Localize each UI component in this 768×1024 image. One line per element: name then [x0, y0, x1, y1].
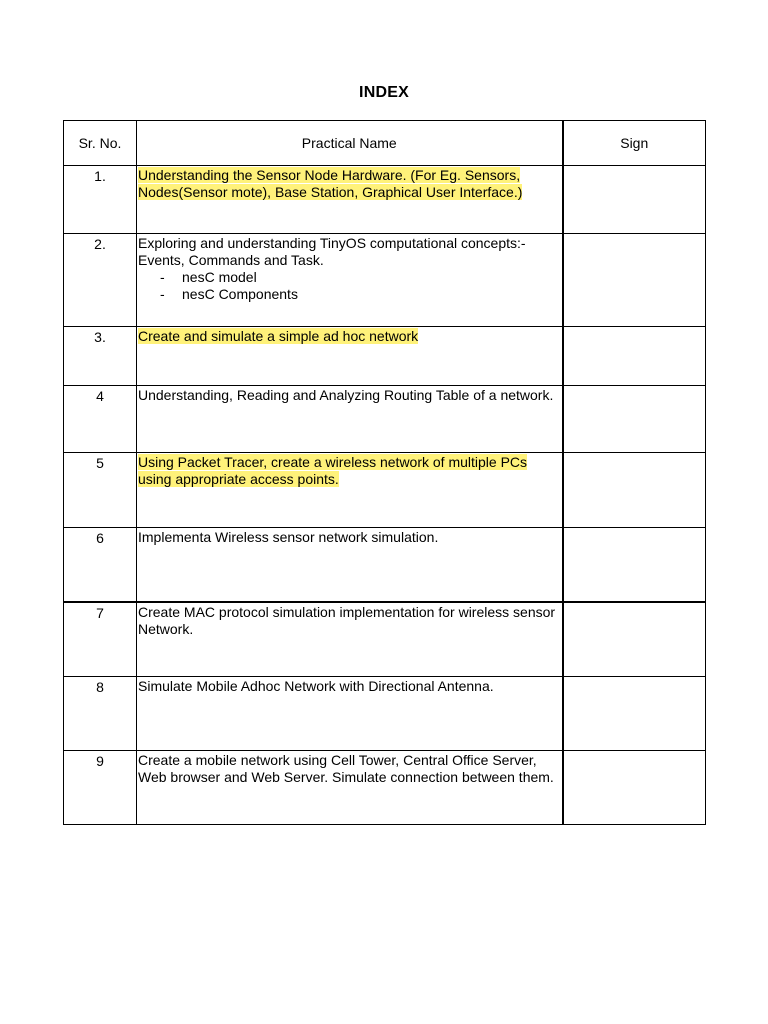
practical-name-cell [137, 166, 563, 234]
row-number: 5 [64, 453, 137, 528]
row-number: 9 [64, 751, 137, 825]
sign-cell [563, 166, 706, 234]
sign-cell [563, 453, 706, 528]
sub-topic-text: nesC Components [182, 286, 298, 302]
practical-name-text: Understanding the Sensor Node Hardware. (For Eg. Sensors, Nodes(Sensor mote), Base Station, Graphical User Interface.) [138, 167, 523, 200]
sign-cell [563, 528, 706, 602]
practical-name-cell [137, 234, 563, 327]
sub-topic-text: nesC model [182, 269, 257, 285]
practical-name-cell [137, 453, 563, 528]
list-item: - nesC model [160, 269, 257, 285]
practical-name-cell [137, 528, 563, 602]
practical-name-cell [137, 751, 563, 825]
table-row [64, 453, 706, 528]
practical-name-text: Simulate Mobile Adhoc Network with Directional Antenna. [138, 678, 494, 694]
table-row [64, 166, 706, 234]
sign-cell [563, 751, 706, 825]
index-table [63, 120, 706, 825]
table-row [64, 327, 706, 386]
sign-cell [563, 677, 706, 751]
table-row [64, 528, 706, 602]
row-number: 2. [64, 234, 137, 327]
practical-name-text: Create and simulate a simple ad hoc network [138, 328, 419, 344]
header-sr-no: Sr. No. [64, 121, 137, 166]
page-title: INDEX [359, 84, 409, 101]
table-row [64, 751, 706, 825]
practical-name-text: Exploring and understanding TinyOS computational concepts:- Events, Commands and Task. [138, 235, 526, 268]
row-number: 1. [64, 166, 137, 234]
practical-name-text: Using Packet Tracer, create a wireless network of multiple PCs using appropriate access points. [138, 454, 528, 487]
practical-name-cell [137, 386, 563, 453]
sign-cell [563, 386, 706, 453]
sign-cell [563, 602, 706, 677]
table-row [64, 234, 706, 327]
header-sign: Sign [563, 121, 706, 166]
sign-cell [563, 327, 706, 386]
table-header-row [64, 121, 706, 166]
practical-name-cell [137, 327, 563, 386]
row-number: 6 [64, 528, 137, 602]
row-number: 8 [64, 677, 137, 751]
table-row [64, 677, 706, 751]
row-number: 4 [64, 386, 137, 453]
practical-name-text: Create MAC protocol simulation implementation for wireless sensor Network. [138, 603, 556, 637]
practical-name-cell [137, 677, 563, 751]
practical-name-text: Understanding, Reading and Analyzing Routing Table of a network. [138, 387, 554, 403]
practical-name-text: Create a mobile network using Cell Tower, Central Office Server, Web browser and Web Server. Simulate connection between them. [138, 752, 554, 785]
row-number: 7 [64, 602, 137, 677]
sign-cell [563, 234, 706, 327]
table-row [64, 386, 706, 453]
header-practical-name: Practical Name [137, 121, 563, 166]
practical-name-text: Implementa Wireless sensor network simulation. [138, 529, 439, 545]
list-item: - nesC Components [160, 286, 298, 302]
practical-name-cell [137, 602, 563, 677]
row-number: 3. [64, 327, 137, 386]
table-row [64, 602, 706, 677]
sub-topic-list [138, 269, 560, 303]
